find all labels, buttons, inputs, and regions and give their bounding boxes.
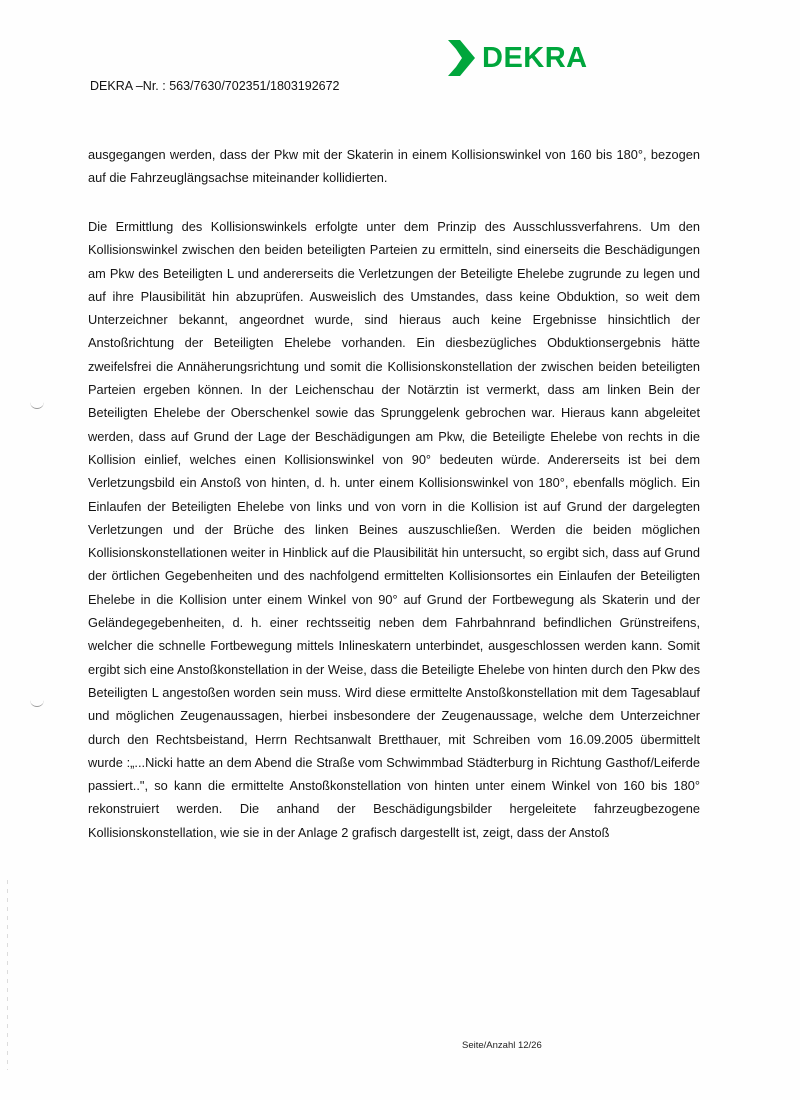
punch-hole-mark	[30, 400, 44, 409]
paragraph-1	[88, 143, 700, 190]
brand-name: DEKRA	[482, 41, 588, 74]
paragraph-text: Die Ermittlung des Kollisionswinkels erfolgte unter dem Prinzip des Ausschlussverfahrens. Um den Kollisionswinkel zwischen den beiden beteiligten Parteien zu ermitteln, sind einerseits die Beschädigungen am Pkw des Beteiligten L und andererseits die Verletzungen der Beteiligte Ehelebe zugrunde zu legen und auf ihre Plausibilität hin abzuprüfen. Ausweislich des Umstandes, dass keine Obduktion, so weit dem Unterzeichner bekannt, angeordnet wurde, sind hieraus auch keine Ergebnisse hinsichtlich der Anstoßrichtung der Beteiligten Ehelebe vorhanden. Ein diesbezügliches Obduktionsergebnis hätte zweifelsfrei die Annäherungsrichtung und somit die Kollisionskonstellation der zwischen beiden beteiligten Parteien ergeben können. In der Leichenschau der Notärztin ist vermerkt, dass am linken Bein der Beteiligten Ehelebe der Oberschenkel sowie das Sprunggelenk gebrochen war. Hieraus kann abgeleitet werden, dass auf Grund der Lage der Beschädigungen am Pkw, die Beteiligte Ehelebe von rechts in die Kollision einlief, welches einen Kollisionswinkel von 90° bedeuten würde. Andererseits ist bei dem Verletzungsbild ein Anstoß von hinten, d. h. unter einem Kollisionswinkel von 180°, ebenfalls möglich. Ein Einlaufen der Beteiligten Ehelebe von links und von vorn in die Kollision ist auf Grund der dargelegten Verletzungen und der Brüche des linken Beines auszuschließen. Werden die beiden möglichen Kollisionskonstellationen weiter in Hinblick auf die Plausibilität hin untersucht, so ergibt sich, dass auf Grund der örtlichen Gegebenheiten und des nachfolgend ermittelten Kollisionsortes ein Einlaufen der Beteiligten Ehelebe in die Kollision unter einem Winkel von 90° auf Grund der Fortbewegung als Skaterin und der Geländegegebenheiten, d. h. einer rechtsseitig neben dem Fahrbahnrand befindlichen Grünstreifens, welcher die schnelle Fortbewegung mittels Inlineskatern unterbindet, ausgeschlossen werden kann. Somit ergibt sich eine Anstoßkonstellation in der Weise, dass die Beteiligte Ehelebe von hinten durch den Pkw des Beteiligten L angestoßen worden sein muss. Wird diese ermittelte Anstoßkonstellation mit dem Tagesablauf und möglichen Zeugenaussagen, hierbei insbesondere der Zeugenaussage, welche dem Unterzeichner durch den Rechtsbeistand, Herrn Rechtsanwalt Bretthauer, mit Schreiben vom 16.09.2005 übermittelt wurde :„...Nicki hatte an dem Abend die Straße vom Schwimmbad Städterburg in Richtung Gasthof/Leiferde passiert..", so kann die ermittelte Anstoßkonstellation von hinten unter einem Winkel von 160 bis 180° rekonstruiert werden. Die anhand der Beschädigungsbilder hergeleitete fahrzeugbezogene Kollisionskonstellation, wie sie in der Anlage 2 grafisch dargestellt ist, zeigt, dass der Anstoß	[88, 219, 700, 840]
dekra-logo	[446, 38, 588, 78]
paragraph-text: ausgegangen werden, dass der Pkw mit der Skaterin in einem Kollisionswinkel von 160 bis 180°, bezogen auf die Fahrzeuglängsachse miteinander kollidierten.	[88, 147, 700, 186]
paragraph-2	[88, 215, 700, 844]
dekra-arrow-icon	[446, 40, 476, 76]
page-counter: Seite/Anzahl 12/26	[462, 1040, 542, 1051]
punch-hole-mark	[30, 698, 44, 707]
scan-artifact	[7, 880, 8, 1070]
document-number: DEKRA –Nr. : 563/7630/702351/1803192672	[90, 79, 340, 93]
